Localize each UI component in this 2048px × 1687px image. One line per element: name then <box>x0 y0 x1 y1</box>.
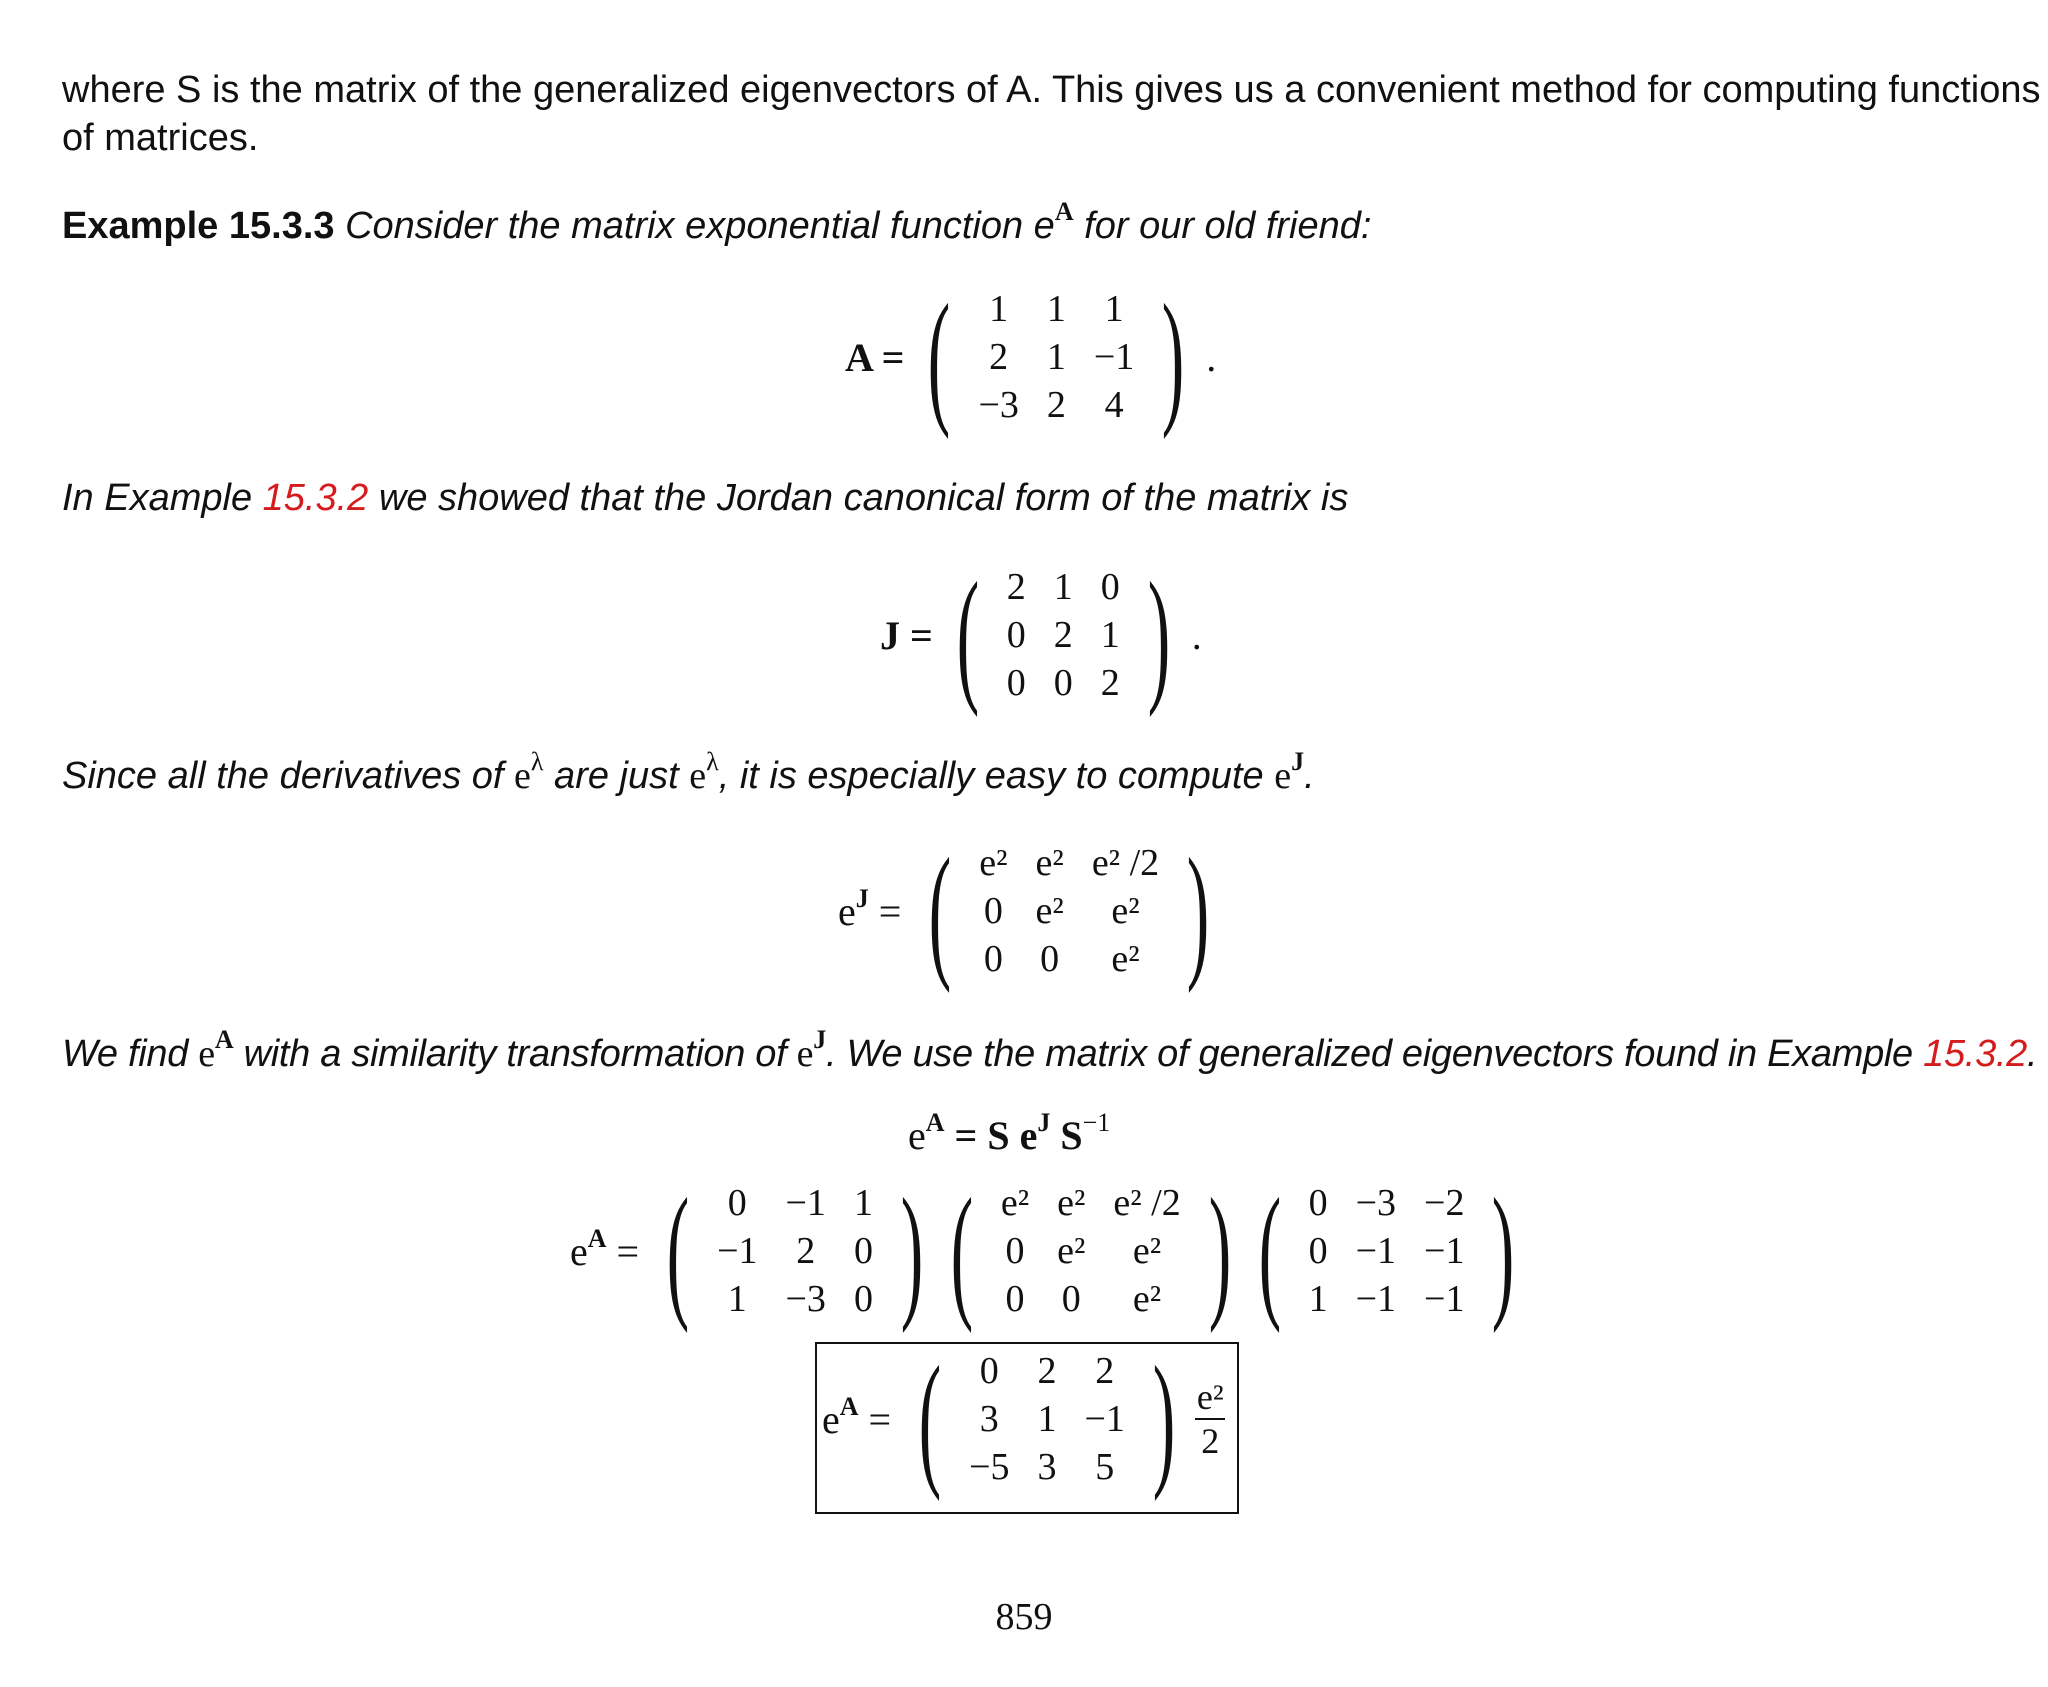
matrix-a-table: 1 1 1 2 1 −1 −3 2 4 <box>978 288 1135 426</box>
intro-line-2: of matrices. <box>62 117 259 159</box>
example-label: Example 15.3.3 <box>62 205 335 247</box>
result-expression <box>822 1336 1228 1502</box>
jordan-sentence: In Example 15.3.2 we showed that the Jordan canonical form of the matrix is <box>62 477 1349 519</box>
example-ref-link-2[interactable]: 15.3.2 <box>1923 1033 2027 1075</box>
left-paren: ( <box>918 1336 942 1502</box>
left-paren: ( <box>666 1168 690 1334</box>
page-number: 859 <box>995 1596 1053 1638</box>
matrix-j-period: . <box>1191 612 1202 658</box>
right-paren: ) <box>1162 274 1185 440</box>
right-paren: ) <box>1147 552 1170 718</box>
matrix-exp-j-table: e² e² e² /2 0 e² e² 0 0 e² <box>979 842 1160 980</box>
similarity-formula: $e^A = S$ $e^J$ $S^{-1}$ <box>908 1108 1111 1158</box>
intro-line-1: where S is the matrix of the generalized eigenvectors of A. This gives us a convenient method for computing functions <box>62 69 2041 111</box>
example-heading <box>62 197 1372 254</box>
left-paren: ( <box>929 828 952 994</box>
matrix-exp-j-inner-table: e² e² e² /2 0 e² e² 0 0 e² <box>1000 1182 1181 1320</box>
result-fraction <box>1193 1376 1228 1462</box>
right-paren: ) <box>1152 1336 1176 1502</box>
example-sup: A <box>1054 197 1074 226</box>
exp-j-lhs: $e^J$ = <box>838 883 902 934</box>
left-paren: ( <box>928 274 951 440</box>
product-lhs: $e^A$ = <box>570 1223 640 1274</box>
matrix-j-table: 2 1 0 0 2 1 0 0 2 <box>1006 566 1120 704</box>
left-paren: ( <box>1258 1168 1281 1334</box>
example-text-end: for our old friend: <box>1073 205 1372 247</box>
matrix-s-inverse-table: 0 −3 −2 0 −1 −1 1 −1 −1 <box>1308 1182 1465 1320</box>
result-lhs: $e^A$ = <box>822 1391 892 1442</box>
matrix-exp-j <box>838 828 1223 994</box>
right-paren: ) <box>1208 1168 1231 1334</box>
product-expression <box>570 1168 1528 1334</box>
example-text: Consider the matrix exponential function e <box>345 205 1055 247</box>
matrix-a-period: . <box>1206 334 1217 380</box>
fraction-numerator: e² <box>1196 1377 1224 1417</box>
matrix-a-lhs: A = <box>845 334 905 380</box>
fraction-denominator: 2 <box>1195 1418 1225 1462</box>
left-paren: ( <box>956 552 980 718</box>
derivative-sentence: Since all the derivatives of $e^\lambda$ are just $e^\lambda$, it is especially easy to compute $e^J$. <box>62 747 1315 797</box>
matrix-a <box>845 274 1217 440</box>
matrix-j-lhs: J = <box>880 612 933 658</box>
matrix-s-table: 0 −1 1 −1 2 0 1 −3 0 <box>717 1182 873 1320</box>
right-paren: ) <box>1186 828 1210 994</box>
result-matrix-table: 0 2 2 3 1 −1 −5 3 5 <box>969 1350 1125 1488</box>
similarity-sentence: We find $e^A$ with a similarity transformation of $e^J$. We use the matrix of generalized eigenvectors found in Example 15.3.2. <box>62 1025 2038 1075</box>
example-ref-link[interactable]: 15.3.2 <box>262 477 369 519</box>
matrix-j <box>880 552 1202 718</box>
right-paren: ) <box>1492 1168 1515 1334</box>
left-paren: ( <box>950 1168 974 1334</box>
right-paren: ) <box>900 1168 924 1334</box>
